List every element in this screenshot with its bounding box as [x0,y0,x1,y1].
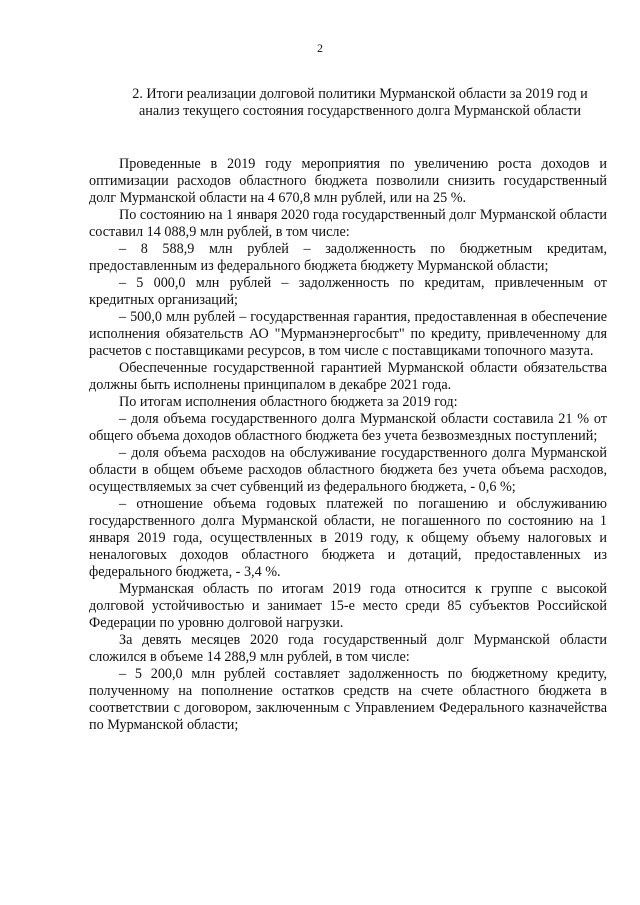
paragraph: Проведенные в 2019 году мероприятия по увеличению роста доходов и оптимизации расходов областного бюджета позволили снизить государственный долг Мурманской области на 4 670,8 млн рублей, или на 25 %. [89,156,607,206]
paragraph: За девять месяцев 2020 года государственный долг Мурманской области сложился в объеме 14 288,9 млн рублей, в том числе: [89,632,607,665]
list-item: – 500,0 млн рублей – государственная гарантия, предоставленная в обеспечение исполнения обязательств АО "Мурманэнергосбыт" по кредиту, привлеченному для расчетов с поставщиками ресурсов, в том числе с поставщиками топочного мазута. [89,309,607,359]
paragraph: По состоянию на 1 января 2020 года государственный долг Мурманской области составил 14 088,9 млн рублей, в том числе: [89,207,607,240]
section-heading: 2. Итоги реализации долговой политики Мурманской области за 2019 год и анализ текущего состояния государственного долга Мурманской области [132,86,588,119]
list-item: – 8 588,9 млн рублей – задолженность по бюджетным кредитам, предоставленным из федерального бюджета бюджету Мурманской области; [89,241,607,274]
list-item: – 5 000,0 млн рублей – задолженность по кредитам, привлеченным от кредитных организаций; [89,275,607,308]
paragraph: По итогам исполнения областного бюджета за 2019 год: [119,394,458,410]
list-item: – отношение объема годовых платежей по погашению и обслуживанию государственного долга Мурманской области, не погашенного по состоянию на 1 января 2019 года, осуществленных в 2019 году, к общему объему налоговых и неналоговых доходов областного бюджета и дотаций, предоставленных из федерального бюджета, - 3,4 %. [89,496,607,580]
paragraph: Мурманская область по итогам 2019 года относится к группе с высокой долговой устойчивостью и занимает 15-е место среди 85 субъектов Российской Федерации по уровню долговой нагрузки. [89,581,607,631]
body-text [89,156,607,734]
list-item: – доля объема государственного долга Мурманской области составила 21 % от общего объема доходов областного бюджета без учета безвозмездных поступлений; [89,411,607,444]
paragraph: Обеспеченные государственной гарантией Мурманской области обязательства должны быть исполнены принципалом в декабре 2021 года. [89,360,607,393]
page-number: 2 [317,41,323,55]
list-item: – доля объема расходов на обслуживание государственного долга Мурманской области в общем объеме расходов областного бюджета без учета объема расходов, осуществляемых за счет субвенций из федерального бюджета, - 0,6 %; [89,445,607,495]
list-item: – 5 200,0 млн рублей составляет задолженность по бюджетному кредиту, полученному на пополнение остатков средств на счете областного бюджета в соответствии с договором, заключенным с Управлением Федерального казначейства по Мурманской области; [89,666,607,733]
